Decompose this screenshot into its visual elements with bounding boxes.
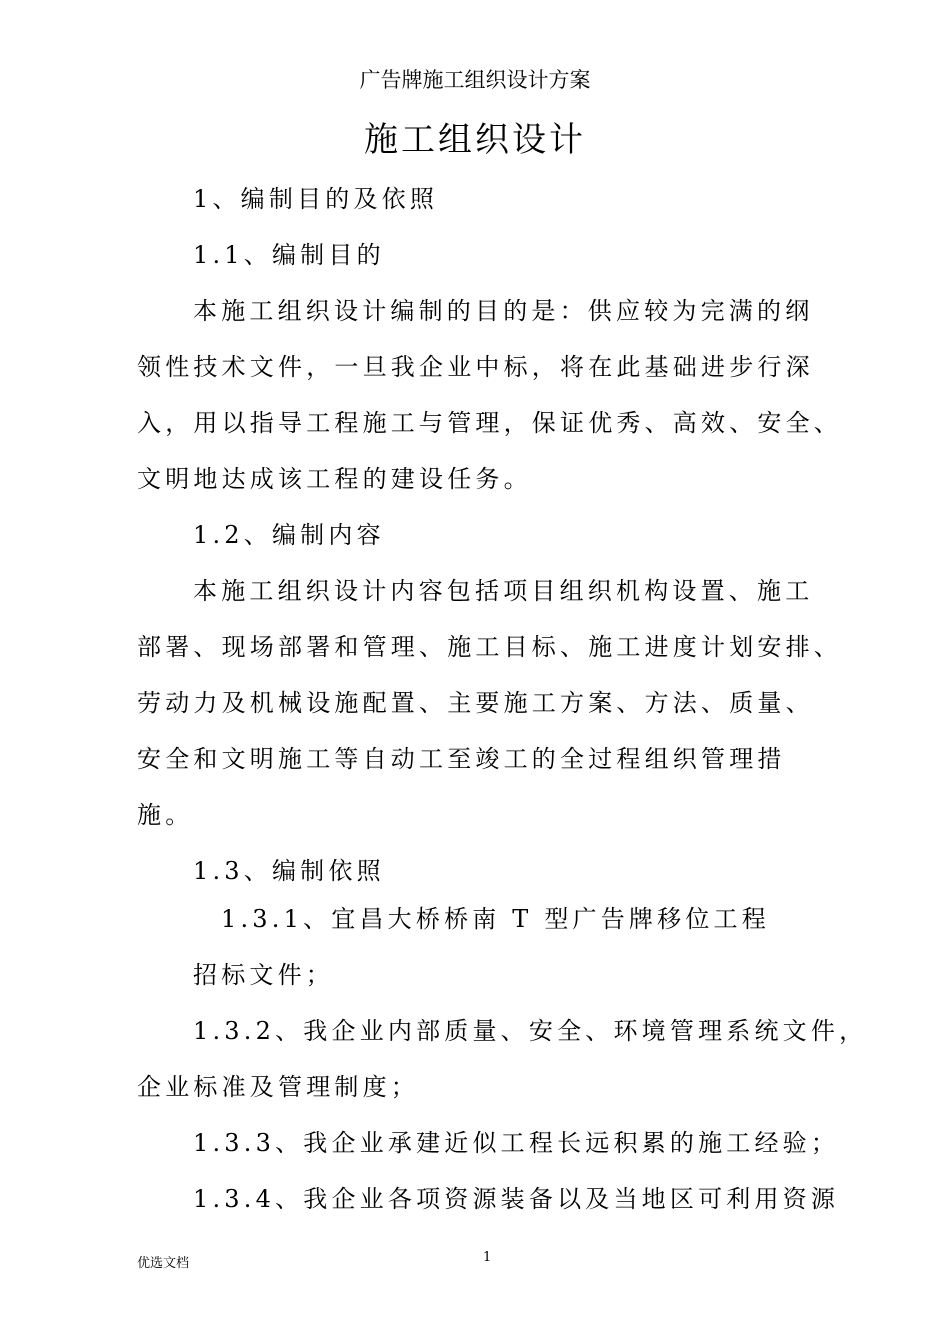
section-heading-1-1: 1.1、编制目的 [193,241,385,269]
paragraph-line: 领性技术文件，一旦我企业中标，将在此基础进步行深 [137,353,814,381]
paragraph-line: 部署、现场部署和管理、施工目标、施工进度计划安排、 [137,633,842,661]
paragraph-line: 本施工组织设计内容包括项目组织机构设置、施工 [193,577,814,605]
list-item-continuation: 招标文件； [193,961,334,989]
list-item: 1.3.2、我企业内部质量、安全、环境管理系统文件， [193,1017,868,1045]
section-heading-1-3: 1.3、编制依照 [193,857,385,885]
section-heading-1-2: 1.2、编制内容 [193,521,385,549]
list-item-continuation: 企业标准及管理制度； [137,1073,419,1101]
running-header: 广告牌施工组织设计方案 [359,68,591,92]
paragraph-line: 文明地达成该工程的建设任务。 [137,465,532,493]
paragraph-line: 入，用以指导工程施工与管理，保证优秀、高效、安全、 [137,409,842,437]
list-item: 1.3.4、我企业各项资源装备以及当地区可利用资源 [193,1185,840,1213]
page-number: 1 [483,1250,492,1265]
list-item: 1.3.3、我企业承建近似工程长远积累的施工经验； [193,1129,840,1157]
paragraph-line: 劳动力及机械设施配置、主要施工方案、方法、质量、 [137,689,814,717]
list-item: 1.3.1、宜昌大桥桥南 T 型广告牌移位工程 [221,905,770,933]
paragraph-line: 施。 [137,801,194,829]
paragraph-line: 本施工组织设计编制的目的是：供应较为完满的纲 [193,297,814,325]
footer-label: 优选文档 [137,1256,190,1271]
section-heading-1: 1、编制目的及依照 [193,185,439,213]
paragraph-line: 安全和文明施工等自动工至竣工的全过程组织管理措 [137,745,786,773]
document-title: 施工组织设计 [364,120,586,160]
